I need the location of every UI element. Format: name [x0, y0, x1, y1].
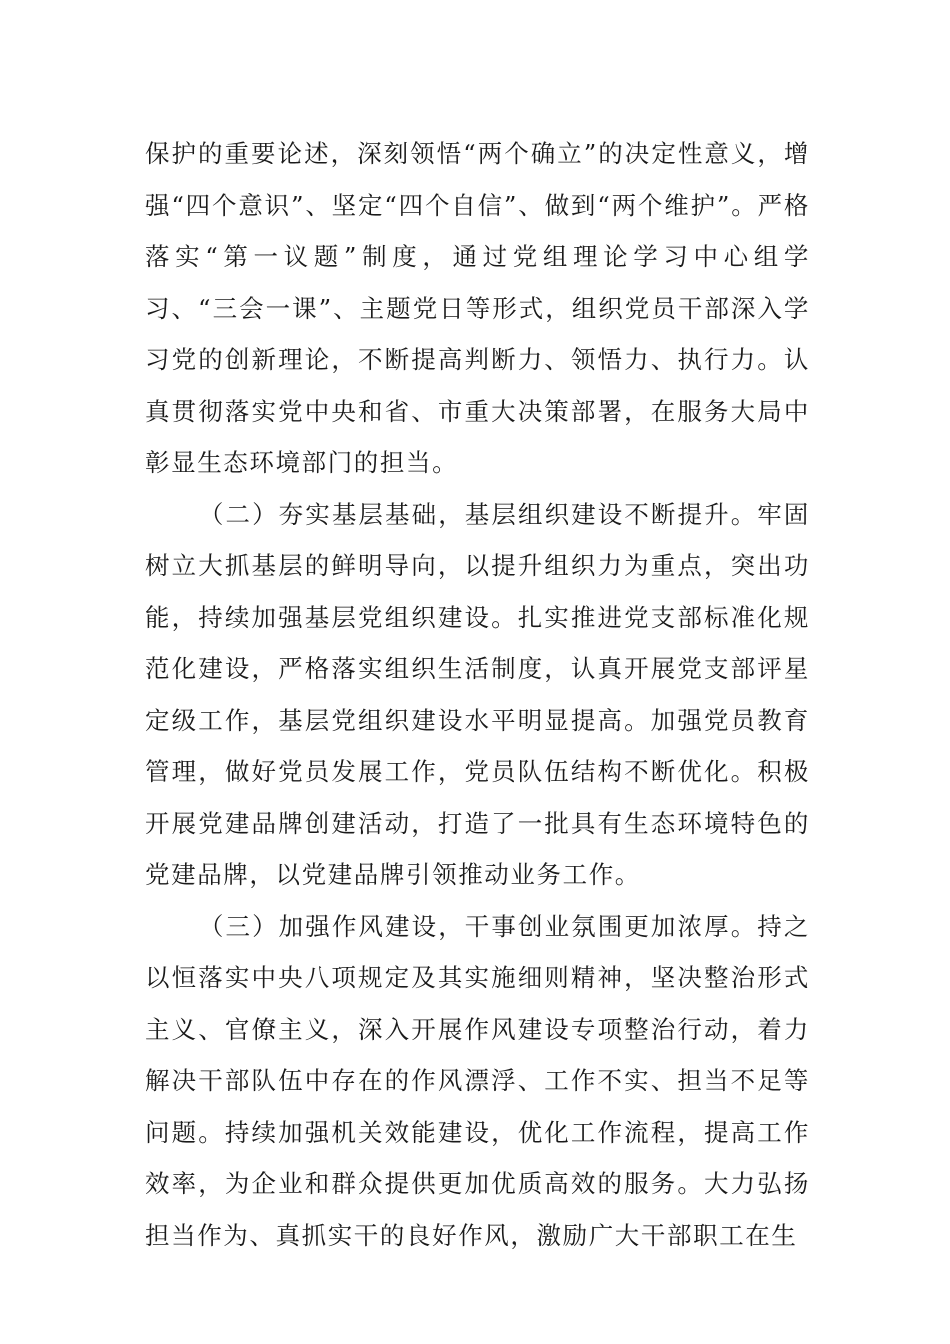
- paragraph-grassroots-organization: （二）夯实基层基础，基层组织建设不断提升。牢固树立大抓基层的鲜明导向，以提升组织力为重点，突出功能，持续加强基层党组织建设。扎实推进党支部标准化规范化建设，严格落实组织生活制度，认真开展党支部评星定级工作，基层党组织建设水平明显提高。加强党员教育管理，做好党员发展工作，党员队伍结构不断优化。积极开展党建品牌创建活动，打造了一批具有生态环境特色的党建品牌，以党建品牌引领推动业务工作。: [145, 499, 810, 889]
- document-body: [145, 128, 810, 1261]
- paragraph-work-style-building: （三）加强作风建设，干事创业氛围更加浓厚。持之以恒落实中央八项规定及其实施细则精神，坚决整治形式主义、官僚主义，深入开展作风建设专项整治行动，着力解决干部队伍中存在的作风漂浮、工作不实、担当不足等问题。持续加强机关效能建设，优化工作流程，提高工作效率，为企业和群众提供更加优质高效的服务。大力弘扬担当作为、真抓实干的良好作风，激励广大干部职工在生: [145, 911, 810, 1250]
- paragraph-continued-theory-study: 保护的重要论述，深刻领悟“两个确立”的决定性意义，增强“四个意识”、坚定“四个自信”、做到“两个维护”。严格落实“第一议题”制度，通过党组理论学习中心组学习、“三会一课”、主题党日等形式，组织党员干部深入学习党的创新理论，不断提高判断力、领悟力、执行力。认真贯彻落实党中央和省、市重大决策部署，在服务大局中彰显生态环境部门的担当。: [145, 139, 810, 477]
